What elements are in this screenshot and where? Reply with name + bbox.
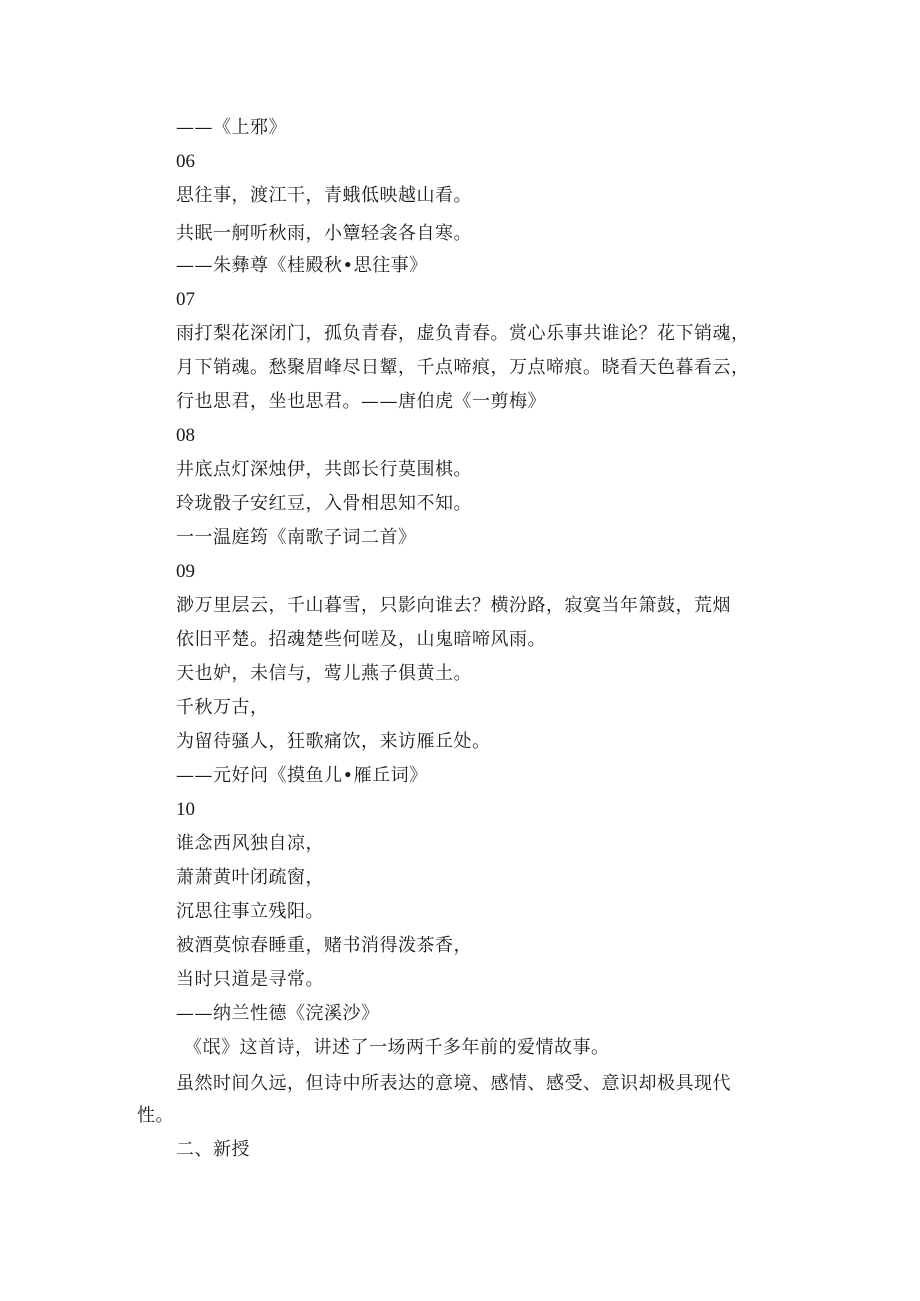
poem-line: 当时只道是寻常。 [176, 969, 324, 990]
poem-line: 井底点灯深烛伊，共郎长行莫围棋。 [176, 459, 472, 480]
body-paragraph: 《氓》这首诗，讲述了一场两千多年前的爱情故事。 [184, 1037, 610, 1058]
section-heading: 二、新授 [176, 1139, 250, 1160]
poem-line: 为留待骚人，狂歌痛饮，来访雁丘处。 [176, 731, 491, 752]
poem-attribution: ——元好问《摸鱼儿•雁丘词》 [176, 765, 428, 786]
poem-line: 天也妒，未信与，莺儿燕子俱黄土。 [176, 663, 472, 684]
poem-attribution: ——《上邪》 [176, 117, 287, 138]
section-number: 08 [176, 425, 195, 446]
poem-line: 渺万里层云，千山暮雪，只影向谁去？横汾路，寂寞当年箫鼓，荒烟 [176, 595, 731, 616]
poem-line: 谁念西风独自凉， [176, 833, 324, 854]
poem-attribution: ——纳兰性德《浣溪沙》 [176, 1003, 380, 1024]
section-number: 07 [176, 289, 195, 310]
poem-line: 行也思君，坐也思君。——唐伯虎《一剪梅》 [176, 391, 546, 412]
poem-line: 萧萧黄叶闭疏窗， [176, 867, 324, 888]
poem-line: 玲珑骰子安红豆，入骨相思知不知。 [176, 493, 472, 514]
poem-line: 共眠一舸听秋雨，小簟轻衾各自寒。 [176, 223, 472, 244]
poem-line: 思往事，渡江干，青蛾低映越山看。 [176, 185, 472, 206]
body-paragraph-continuation: 性。 [137, 1105, 174, 1126]
body-paragraph: 虽然时间久远，但诗中所表达的意境、感情、感受、意识却极具现代 [176, 1073, 731, 1094]
poem-attribution: 一一温庭筠《南歌子词二首》 [176, 527, 417, 548]
poem-line: 千秋万古， [176, 697, 269, 718]
poem-line: 被酒莫惊春睡重，赌书消得泼茶香， [176, 935, 472, 956]
poem-attribution: ——朱彝尊《桂殿秋•思往事》 [176, 255, 428, 276]
section-number: 06 [176, 151, 195, 172]
poem-line: 月下销魂。愁聚眉峰尽日颦，千点啼痕，万点啼痕。晓看天色暮看云， [176, 357, 750, 378]
section-number: 09 [176, 561, 195, 582]
poem-line: 沉思往事立残阳。 [176, 901, 324, 922]
section-number: 10 [176, 799, 195, 820]
poem-line: 依旧平楚。招魂楚些何嗟及，山鬼暗啼风雨。 [176, 629, 546, 650]
poem-line: 雨打梨花深闭门，孤负青春，虚负青春。赏心乐事共谁论？花下销魂， [176, 323, 750, 344]
